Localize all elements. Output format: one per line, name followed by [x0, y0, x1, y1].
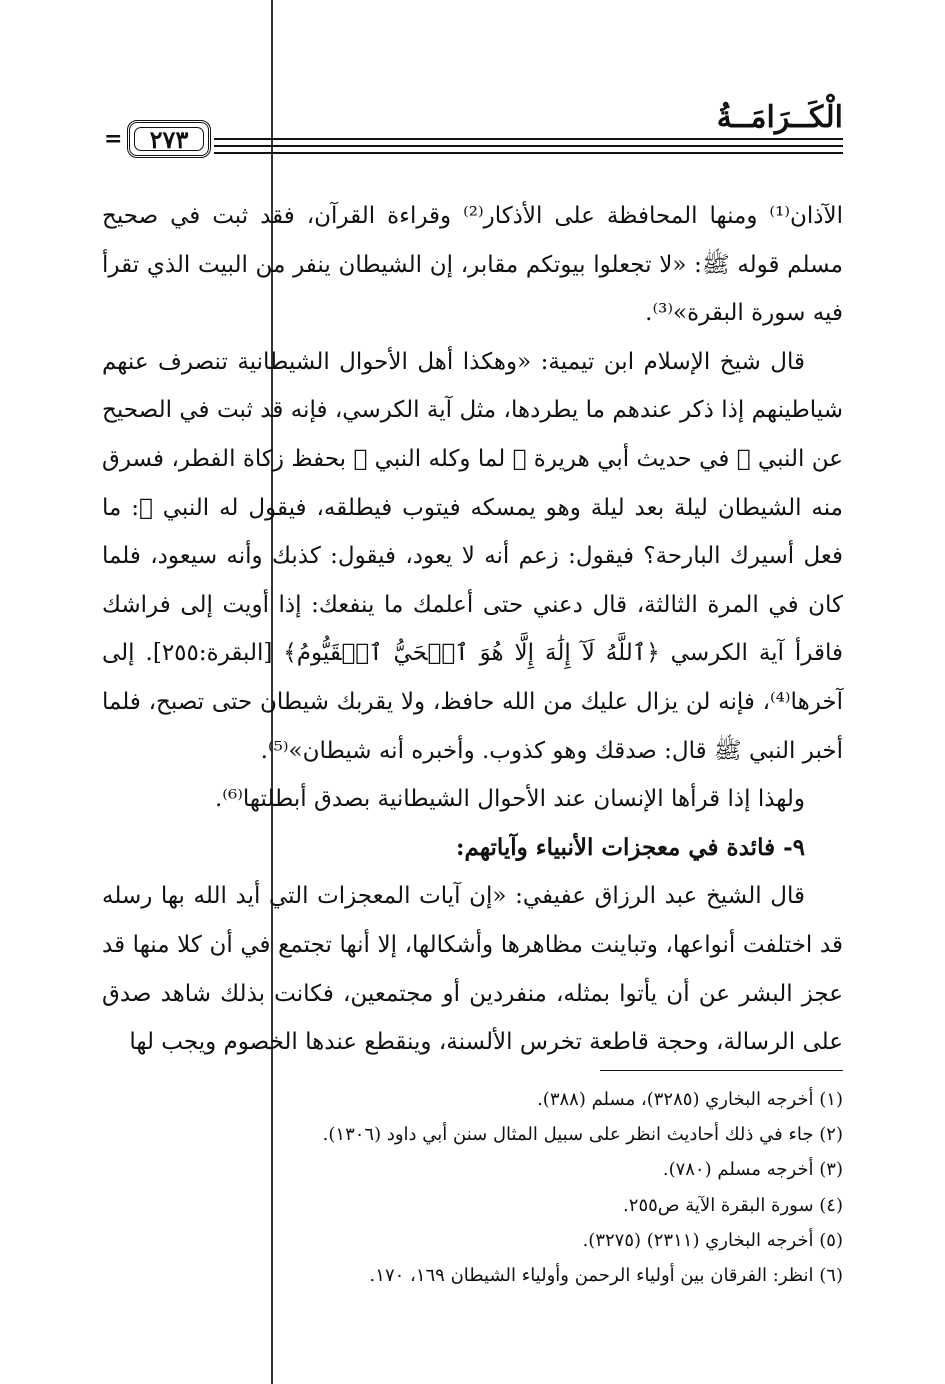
header-rule-bottom [214, 152, 843, 154]
header-rule-middle [214, 145, 843, 147]
header-marker: = [104, 126, 123, 152]
footnote-3: (٣) أخرجه مسلم (٧٨٠). [662, 1159, 843, 1181]
section-heading: ٩- فائدة في معجزات الأنبياء وآياتهم: [456, 833, 805, 861]
footnote-separator [600, 1070, 843, 1071]
footnote-1: (١) أخرجه البخاري (٣٢٨٥)، مسلم (٣٨٨). [537, 1089, 843, 1110]
footnotes [102, 1082, 843, 1293]
paragraph-afifi: قال الشيخ عبد الرزاق عفيفي: «إن آيات المعجزات التي أيد الله بها رسله قد اختلفت أنواعها، وتباينت مظاهرها وأشكالها، إلا أنها تجتمع في أن كلا منها قد عجز البشر عن أن يأتوا بمثله، منفردين أو مجتمعين، فكانت بذلك شاهد صدق على الرسالة، وحجة قاطعة تخرس الألسنة، وينقطع عندها الخصوم ويجب لها [102, 883, 843, 1056]
footnote-6: (٦) انظر: الفرقان بين أولياء الرحمن وأولياء الشيطان ١٦٩، ١٧٠. [369, 1265, 843, 1287]
main-text [102, 192, 843, 1067]
paragraph-conclusion: ولهذا إذا قرأها الإنسان عند الأحوال الشيطانية بصدق أبطلتها⁽⁶⁾. [214, 786, 805, 813]
page-number: ٢٧٣ [149, 124, 189, 154]
footnote-2: (٢) جاء في ذلك أحاديث انظر على سبيل المثال سنن أبي داود (١٣٠٦). [322, 1124, 843, 1146]
footnote-5: (٥) أخرجه البخاري (٢٣١١) (٣٢٧٥). [582, 1229, 843, 1251]
footnote-4: (٤) سورة البقرة الآية ص٢٥٥. [623, 1194, 843, 1216]
header-rule-top [214, 138, 843, 140]
page-number-frame [127, 120, 211, 158]
paragraph-adhan: الآذان⁽¹⁾ ومنها المحافظة على الأذكار⁽²⁾ وقراءة القرآن، فقد ثبت في صحيح مسلم قوله ﷺ: «لا تجعلوا بيوتكم مقابر، إن الشيطان ينفر من البيت الذي تقرأ فيه سورة البقرة»⁽³⁾. [102, 203, 843, 327]
paragraph-ibn-taymiyyah: قال شيخ الإسلام ابن تيمية: «وهكذا أهل الأحوال الشيطانية تنصرف عنهم شياطينهم إذا ذكر عندهم ما يطردها، مثل آية الكرسي، فإنه قد ثبت في الصحيح عن النبي ﷺ في حديث أبي هريرة ﵁ لما وكله النبي ﷺ بحفظ زكاة الفطر، فسرق منه الشيطان ليلة بعد ليلة وهو يمسكه فيتوب فيطلقه، فيقول له النبي ﷺ: ما فعل أسيرك البارحة؟ فيقول: زعم أنه لا يعود، فيقول: كذبك وأنه سيعود، فلما كان في المرة الثالثة، قال دعني حتى أعلمك ما ينفعك: إذا أويت إلى فراشك فاقرأ آية الكرسي ﴿ٱللَّهُ لَآ إِلَٰهَ إِلَّا هُوَ ٱلۡحَيُّ ٱلۡقَيُّومُ﴾ [البقرة:٢٥٥]. إلى آخرها⁽⁴⁾، فإنه لن يزال عليك من الله حافظ، ولا يقربك شيطان حتى تصبح، فلما أخبر النبي ﷺ قال: صدقك وهو كذوب. وأخبره أنه شيطان»⁽⁵⁾. [102, 348, 843, 764]
running-header-title: الْكَــرَامَــةُ [716, 100, 843, 135]
